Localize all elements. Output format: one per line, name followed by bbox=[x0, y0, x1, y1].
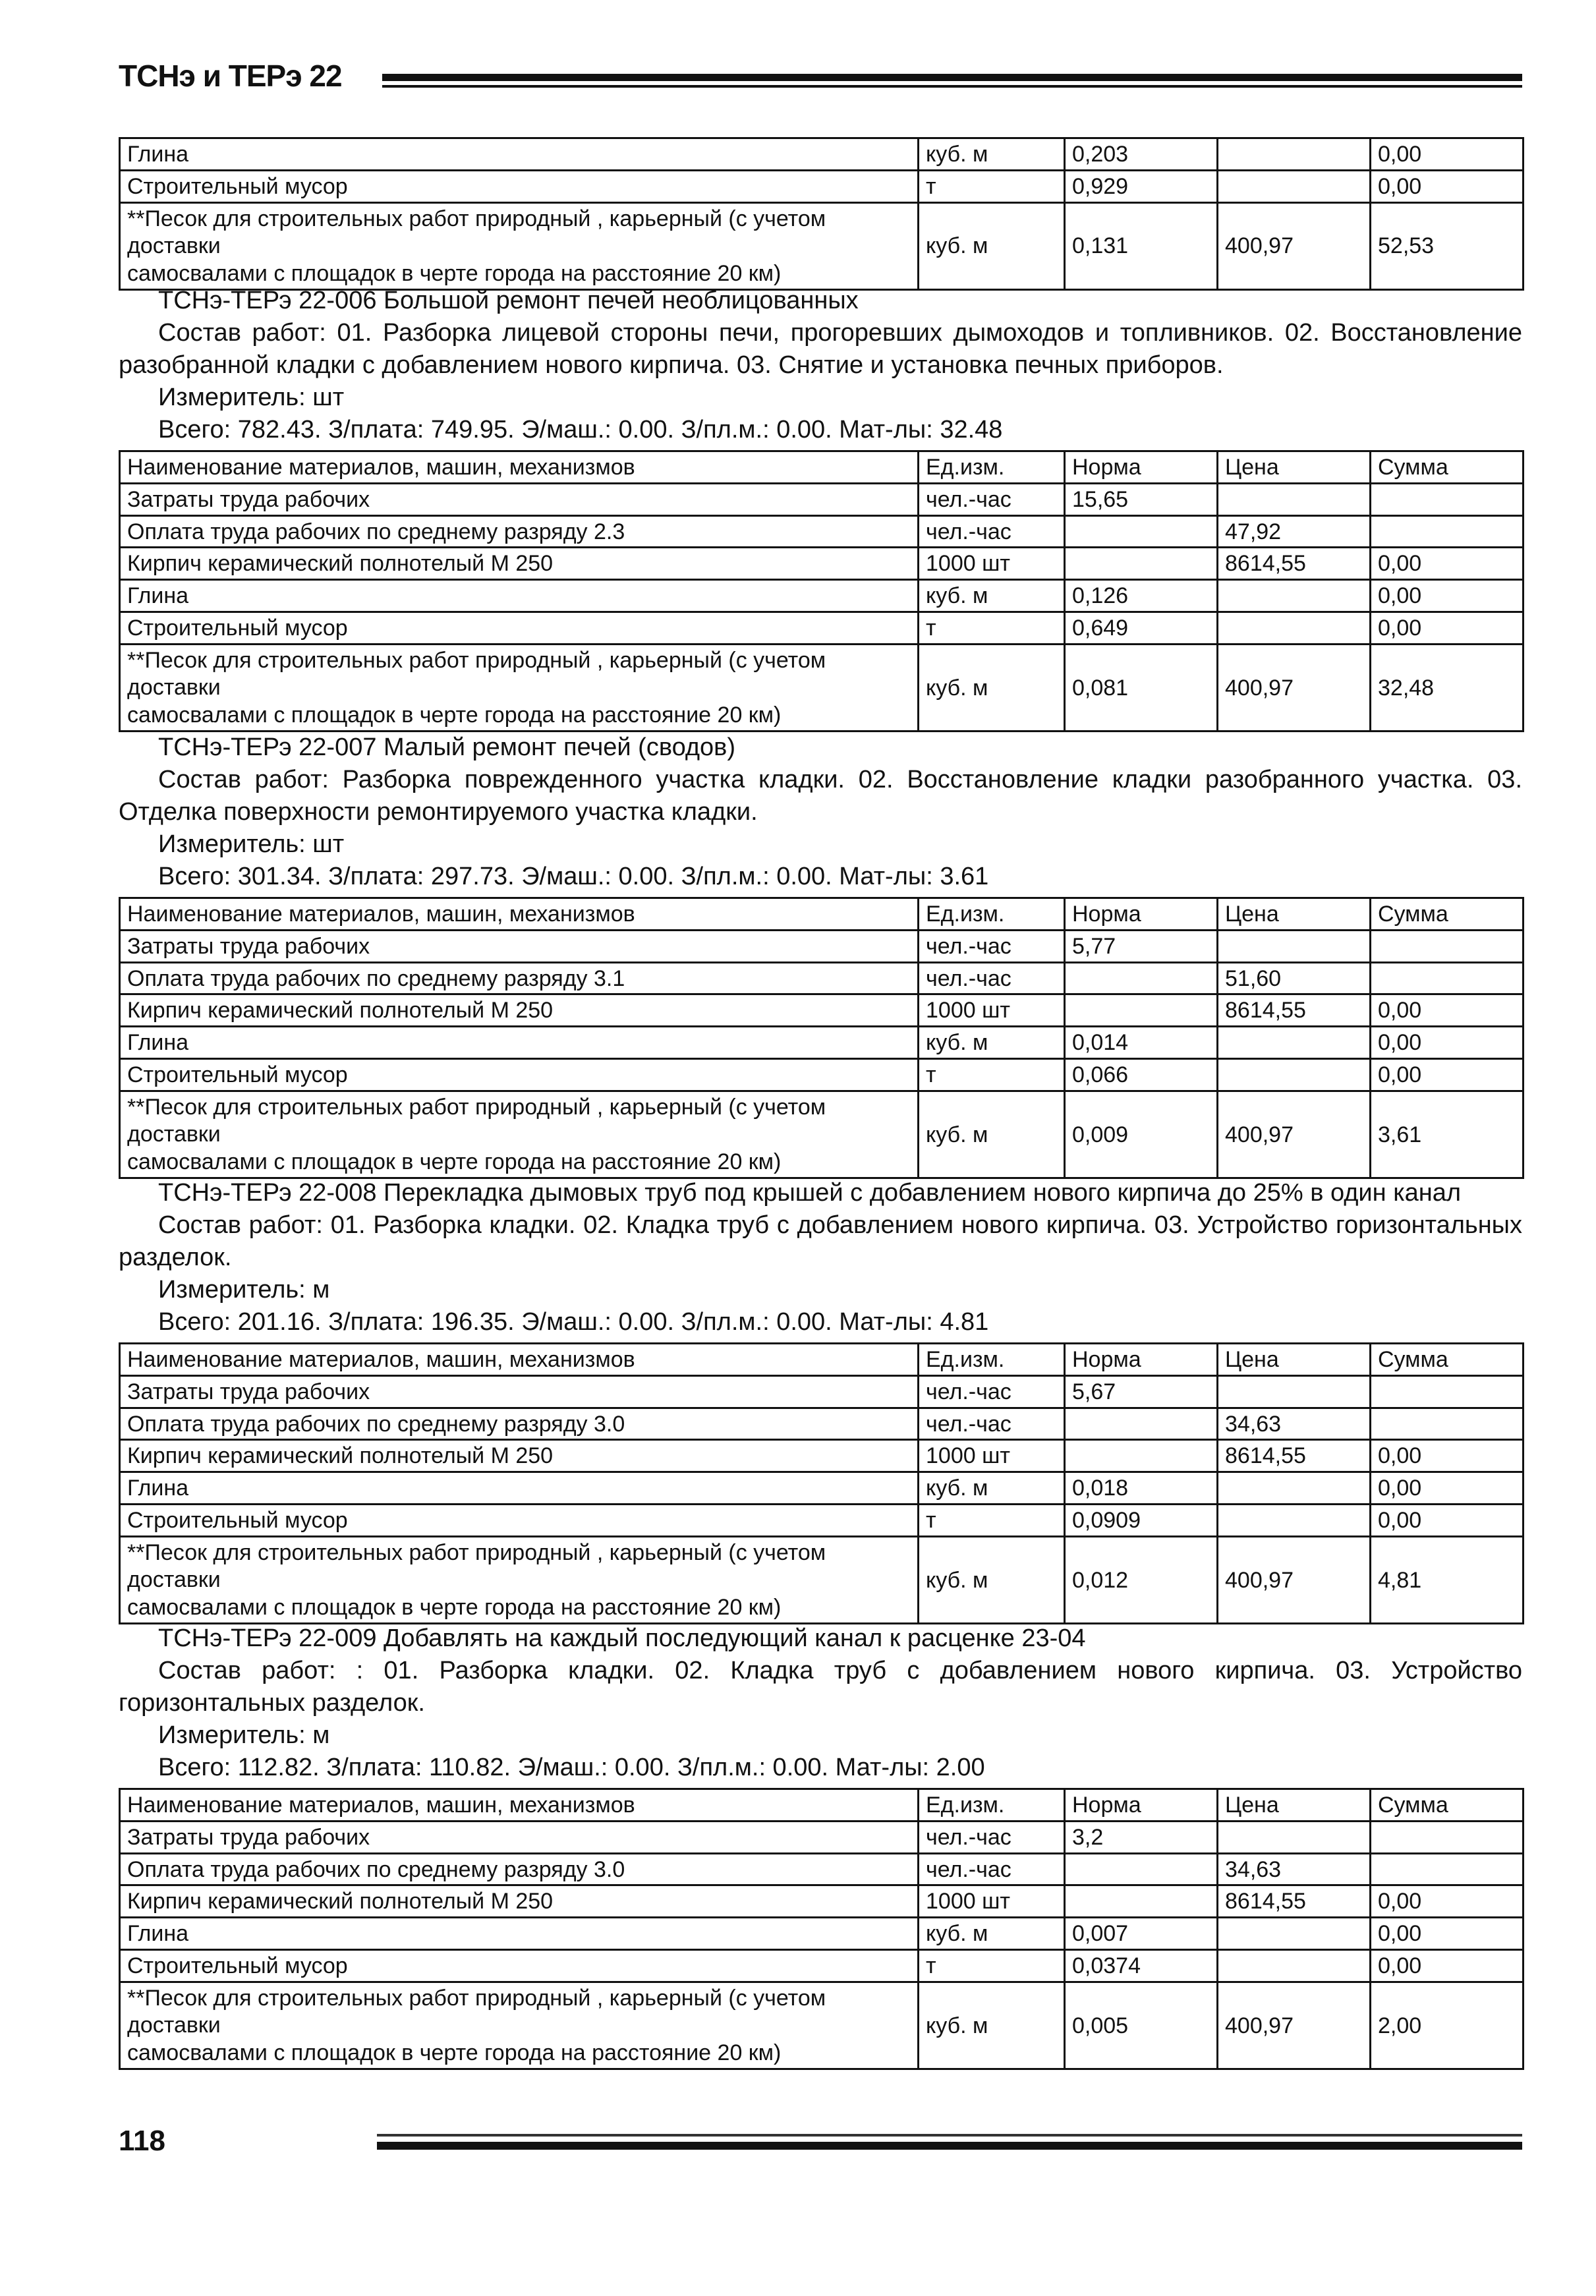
row-price bbox=[1218, 612, 1371, 644]
column-header-norm: Норма bbox=[1065, 451, 1218, 484]
row-price: 8614,55 bbox=[1218, 1885, 1371, 1918]
resource-table bbox=[119, 450, 1524, 732]
table-row bbox=[120, 1472, 1524, 1505]
row-price: 51,60 bbox=[1218, 962, 1371, 994]
section-22-006 bbox=[119, 285, 1522, 732]
table-row bbox=[120, 1821, 1524, 1853]
row-price: 8614,55 bbox=[1218, 1440, 1371, 1472]
row-norm: 0,009 bbox=[1065, 1091, 1218, 1178]
section-composition: Состав работ: : 01. Разборка кладки. 02. Кладка труб с добавлением нового кирпича. 03. Устройство горизонтальных разделок. bbox=[119, 1657, 1522, 1717]
section-composition: Состав работ: 01. Разборка кладки. 02. Кладка труб с добавлением нового кирпича. 03. Устройство горизонтальных разделок. bbox=[119, 1211, 1522, 1271]
section-22-008 bbox=[119, 1177, 1522, 1624]
row-unit: чел.-час bbox=[919, 1853, 1065, 1885]
row-unit: куб. м bbox=[919, 580, 1065, 612]
row-name: Затраты труда рабочих bbox=[120, 483, 919, 515]
section-composition: Состав работ: Разборка поврежденного участка кладки. 02. Восстановление кладки разобранного участка. 03. Отделка поверхности ремонтируемого участка кладки. bbox=[119, 766, 1522, 826]
table-row bbox=[120, 612, 1524, 644]
column-header-name: Наименование материалов, машин, механизмов bbox=[120, 898, 919, 931]
row-price: 400,97 bbox=[1218, 1536, 1371, 1623]
section-meter: Измеритель: м bbox=[158, 1276, 330, 1304]
table-row bbox=[120, 1504, 1524, 1536]
section-totals: Всего: 301.34. З/плата: 297.73. Э/маш.: 0.00. З/пл.м.: 0.00. Мат-лы: 3.61 bbox=[158, 863, 989, 890]
row-norm: 0,066 bbox=[1065, 1058, 1218, 1091]
table-header-row bbox=[120, 451, 1524, 484]
continued-table-block bbox=[119, 137, 1522, 291]
row-price: 34,63 bbox=[1218, 1853, 1371, 1885]
row-unit: куб. м bbox=[919, 1091, 1065, 1178]
table-row bbox=[120, 1440, 1524, 1472]
row-norm bbox=[1065, 1408, 1218, 1440]
row-norm: 0,131 bbox=[1065, 202, 1218, 289]
row-sum: 0,00 bbox=[1371, 170, 1524, 202]
row-price bbox=[1218, 580, 1371, 612]
column-header-name: Наименование материалов, машин, механизмов bbox=[120, 1789, 919, 1822]
section-meter: Измеритель: шт bbox=[158, 384, 345, 411]
table-row bbox=[120, 202, 1524, 289]
row-name: Затраты труда рабочих bbox=[120, 930, 919, 962]
table-row bbox=[120, 1918, 1524, 1950]
row-sum: 0,00 bbox=[1371, 1058, 1524, 1091]
row-norm bbox=[1065, 962, 1218, 994]
row-norm: 5,67 bbox=[1065, 1375, 1218, 1408]
section-meter: Измеритель: шт bbox=[158, 830, 345, 858]
row-unit: чел.-час bbox=[919, 483, 1065, 515]
row-price: 400,97 bbox=[1218, 644, 1371, 731]
row-sum bbox=[1371, 483, 1524, 515]
row-sum: 0,00 bbox=[1371, 138, 1524, 171]
row-unit: чел.-час bbox=[919, 1821, 1065, 1853]
row-name-line-2: самосвалами с площадок в черте города на расстояние 20 км) bbox=[127, 260, 782, 286]
resource-table bbox=[119, 1342, 1524, 1624]
column-header-sum: Сумма bbox=[1371, 451, 1524, 484]
row-unit: куб. м bbox=[919, 1918, 1065, 1950]
section-totals: Всего: 112.82. З/плата: 110.82. Э/маш.: 0.00. З/пл.м.: 0.00. Мат-лы: 2.00 bbox=[158, 1754, 985, 1781]
row-unit: т bbox=[919, 170, 1065, 202]
row-unit: чел.-час bbox=[919, 1375, 1065, 1408]
row-sum bbox=[1371, 515, 1524, 548]
table-row bbox=[120, 515, 1524, 548]
table-row bbox=[120, 644, 1524, 731]
table-row bbox=[120, 548, 1524, 580]
row-price: 400,97 bbox=[1218, 1982, 1371, 2069]
row-sum: 0,00 bbox=[1371, 994, 1524, 1027]
row-norm: 0,126 bbox=[1065, 580, 1218, 612]
row-price bbox=[1218, 1504, 1371, 1536]
table-row bbox=[120, 1027, 1524, 1059]
row-name: Затраты труда рабочих bbox=[120, 1821, 919, 1853]
table-header-row bbox=[120, 1344, 1524, 1376]
row-unit: чел.-час bbox=[919, 930, 1065, 962]
section-title: ТСНэ-ТЕРэ 22-007 Малый ремонт печей (сводов) bbox=[158, 733, 736, 761]
row-norm: 3,2 bbox=[1065, 1821, 1218, 1853]
column-header-norm: Норма bbox=[1065, 1789, 1218, 1822]
row-name: Кирпич керамический полнотелый М 250 bbox=[120, 548, 919, 580]
section-title: ТСНэ-ТЕРэ 22-009 Добавлять на каждый последующий канал к расценке 23-04 bbox=[158, 1624, 1086, 1652]
row-price bbox=[1218, 1375, 1371, 1408]
header-rule bbox=[382, 74, 1522, 91]
row-name-line-2: самосвалами с площадок в черте города на расстояние 20 км) bbox=[127, 1594, 782, 1620]
row-price: 8614,55 bbox=[1218, 548, 1371, 580]
row-norm bbox=[1065, 548, 1218, 580]
row-price bbox=[1218, 1472, 1371, 1505]
row-sum: 0,00 bbox=[1371, 1472, 1524, 1505]
section-composition: Состав работ: 01. Разборка лицевой стороны печи, прогоревших дымоходов и топливников. 02. Восстановление разобранной кладки с добавлением нового кирпича. 03. Снятие и установка печных приборов. bbox=[119, 319, 1522, 379]
row-price bbox=[1218, 1821, 1371, 1853]
section-title: ТСНэ-ТЕРэ 22-008 Перекладка дымовых труб под крышей с добавлением нового кирпича до 25% в один канал bbox=[158, 1179, 1462, 1207]
row-sum: 0,00 bbox=[1371, 580, 1524, 612]
row-name: Глина bbox=[120, 1027, 919, 1059]
row-price: 8614,55 bbox=[1218, 994, 1371, 1027]
row-name: Оплата труда рабочих по среднему разряду 2.3 bbox=[120, 515, 919, 548]
row-unit: 1000 шт bbox=[919, 994, 1065, 1027]
row-price bbox=[1218, 1949, 1371, 1982]
row-norm: 0,649 bbox=[1065, 612, 1218, 644]
row-sum: 0,00 bbox=[1371, 1949, 1524, 1982]
row-sum: 4,81 bbox=[1371, 1536, 1524, 1623]
row-unit: куб. м bbox=[919, 644, 1065, 731]
table-row bbox=[120, 1408, 1524, 1440]
row-price bbox=[1218, 1918, 1371, 1950]
row-unit: куб. м bbox=[919, 202, 1065, 289]
column-header-price: Цена bbox=[1218, 1344, 1371, 1376]
table-row bbox=[120, 580, 1524, 612]
row-norm: 0,081 bbox=[1065, 644, 1218, 731]
row-price bbox=[1218, 138, 1371, 171]
row-price bbox=[1218, 170, 1371, 202]
row-name: Глина bbox=[120, 138, 919, 171]
row-unit: т bbox=[919, 1949, 1065, 1982]
row-sum: 0,00 bbox=[1371, 1504, 1524, 1536]
column-header-norm: Норма bbox=[1065, 1344, 1218, 1376]
row-norm bbox=[1065, 1885, 1218, 1918]
row-name bbox=[120, 1982, 919, 2069]
resource-table bbox=[119, 1788, 1524, 2070]
table-row bbox=[120, 962, 1524, 994]
column-header-price: Цена bbox=[1218, 451, 1371, 484]
column-header-price: Цена bbox=[1218, 1789, 1371, 1822]
row-name: Глина bbox=[120, 1472, 919, 1505]
row-norm: 0,007 bbox=[1065, 1918, 1218, 1950]
row-norm: 0,0374 bbox=[1065, 1949, 1218, 1982]
row-unit: куб. м bbox=[919, 1536, 1065, 1623]
table-row bbox=[120, 1058, 1524, 1091]
row-unit: 1000 шт bbox=[919, 1885, 1065, 1918]
row-unit: 1000 шт bbox=[919, 1440, 1065, 1472]
row-norm: 0,0909 bbox=[1065, 1504, 1218, 1536]
continued-resource-table bbox=[119, 137, 1524, 291]
row-norm: 15,65 bbox=[1065, 483, 1218, 515]
section-meter: Измеритель: м bbox=[158, 1721, 330, 1749]
row-name-line-1: **Песок для строительных работ природный , карьерный (с учетом доставки bbox=[127, 647, 826, 701]
row-name bbox=[120, 1536, 919, 1623]
row-name-line-1: **Песок для строительных работ природный , карьерный (с учетом доставки bbox=[127, 1094, 826, 1147]
row-norm: 0,018 bbox=[1065, 1472, 1218, 1505]
column-header-sum: Сумма bbox=[1371, 1789, 1524, 1822]
row-unit: т bbox=[919, 1058, 1065, 1091]
row-name: Оплата труда рабочих по среднему разряду 3.0 bbox=[120, 1853, 919, 1885]
column-header-name: Наименование материалов, машин, механизмов bbox=[120, 1344, 919, 1376]
section-title: ТСНэ-ТЕРэ 22-006 Большой ремонт печей необлицованных bbox=[158, 287, 859, 314]
row-price bbox=[1218, 483, 1371, 515]
row-unit: куб. м bbox=[919, 1982, 1065, 2069]
row-sum bbox=[1371, 1821, 1524, 1853]
section-totals: Всего: 201.16. З/плата: 196.35. Э/маш.: 0.00. З/пл.м.: 0.00. Мат-лы: 4.81 bbox=[158, 1308, 989, 1336]
row-name-line-2: самосвалами с площадок в черте города на расстояние 20 км) bbox=[127, 2040, 782, 2065]
running-header-title: ТСНэ и ТЕРэ 22 bbox=[119, 59, 342, 93]
row-unit: куб. м bbox=[919, 1472, 1065, 1505]
row-unit: чел.-час bbox=[919, 1408, 1065, 1440]
row-name bbox=[120, 644, 919, 731]
row-unit: т bbox=[919, 1504, 1065, 1536]
column-header-norm: Норма bbox=[1065, 898, 1218, 931]
row-sum: 0,00 bbox=[1371, 548, 1524, 580]
row-name: Глина bbox=[120, 1918, 919, 1950]
row-norm: 0,005 bbox=[1065, 1982, 1218, 2069]
row-norm: 0,203 bbox=[1065, 138, 1218, 171]
row-name: Глина bbox=[120, 580, 919, 612]
row-name: Строительный мусор bbox=[120, 1058, 919, 1091]
table-header-row bbox=[120, 898, 1524, 931]
row-price bbox=[1218, 1027, 1371, 1059]
row-name: Кирпич керамический полнотелый М 250 bbox=[120, 994, 919, 1027]
row-sum: 0,00 bbox=[1371, 1885, 1524, 1918]
row-sum: 2,00 bbox=[1371, 1982, 1524, 2069]
column-header-unit: Ед.изм. bbox=[919, 451, 1065, 484]
table-row bbox=[120, 1091, 1524, 1178]
row-name: Строительный мусор bbox=[120, 1504, 919, 1536]
row-sum: 52,53 bbox=[1371, 202, 1524, 289]
table-row bbox=[120, 1885, 1524, 1918]
row-sum: 3,61 bbox=[1371, 1091, 1524, 1178]
row-unit: 1000 шт bbox=[919, 548, 1065, 580]
row-name: Оплата труда рабочих по среднему разряду 3.0 bbox=[120, 1408, 919, 1440]
row-sum bbox=[1371, 962, 1524, 994]
row-price: 400,97 bbox=[1218, 1091, 1371, 1178]
row-price: 400,97 bbox=[1218, 202, 1371, 289]
row-sum bbox=[1371, 930, 1524, 962]
row-unit: куб. м bbox=[919, 138, 1065, 171]
row-unit: чел.-час bbox=[919, 962, 1065, 994]
table-row bbox=[120, 138, 1524, 171]
row-name-line-1: **Песок для строительных работ природный , карьерный (с учетом доставки bbox=[127, 1985, 826, 2038]
row-price bbox=[1218, 930, 1371, 962]
footer-rule bbox=[377, 2134, 1522, 2154]
table-row bbox=[120, 1949, 1524, 1982]
row-sum bbox=[1371, 1408, 1524, 1440]
row-sum: 0,00 bbox=[1371, 1027, 1524, 1059]
row-name-line-2: самосвалами с площадок в черте города на расстояние 20 км) bbox=[127, 1149, 782, 1174]
row-norm: 0,929 bbox=[1065, 170, 1218, 202]
resource-table bbox=[119, 897, 1524, 1179]
row-price bbox=[1218, 1058, 1371, 1091]
row-norm: 5,77 bbox=[1065, 930, 1218, 962]
section-22-009 bbox=[119, 1622, 1522, 2070]
row-name: Кирпич керамический полнотелый М 250 bbox=[120, 1885, 919, 1918]
row-name bbox=[120, 1091, 919, 1178]
row-norm bbox=[1065, 1440, 1218, 1472]
row-name-line-1: **Песок для строительных работ природный , карьерный (с учетом доставки bbox=[127, 1539, 826, 1593]
column-header-sum: Сумма bbox=[1371, 898, 1524, 931]
row-sum bbox=[1371, 1853, 1524, 1885]
table-row bbox=[120, 1536, 1524, 1623]
row-name-line-1: **Песок для строительных работ природный , карьерный (с учетом доставки bbox=[127, 206, 826, 259]
table-row bbox=[120, 483, 1524, 515]
column-header-unit: Ед.изм. bbox=[919, 1344, 1065, 1376]
row-unit: куб. м bbox=[919, 1027, 1065, 1059]
row-name: Кирпич керамический полнотелый М 250 bbox=[120, 1440, 919, 1472]
row-sum: 0,00 bbox=[1371, 612, 1524, 644]
column-header-unit: Ед.изм. bbox=[919, 898, 1065, 931]
row-sum bbox=[1371, 1375, 1524, 1408]
row-name: Оплата труда рабочих по среднему разряду 3.1 bbox=[120, 962, 919, 994]
table-row bbox=[120, 930, 1524, 962]
page-number: 118 bbox=[119, 2125, 165, 2157]
row-norm bbox=[1065, 515, 1218, 548]
table-row bbox=[120, 1982, 1524, 2069]
row-sum: 0,00 bbox=[1371, 1440, 1524, 1472]
row-norm: 0,014 bbox=[1065, 1027, 1218, 1059]
column-header-price: Цена bbox=[1218, 898, 1371, 931]
column-header-unit: Ед.изм. bbox=[919, 1789, 1065, 1822]
row-sum: 32,48 bbox=[1371, 644, 1524, 731]
row-norm bbox=[1065, 994, 1218, 1027]
table-header-row bbox=[120, 1789, 1524, 1822]
table-row bbox=[120, 1375, 1524, 1408]
row-norm: 0,012 bbox=[1065, 1536, 1218, 1623]
table-row bbox=[120, 1853, 1524, 1885]
row-unit: т bbox=[919, 612, 1065, 644]
column-header-sum: Сумма bbox=[1371, 1344, 1524, 1376]
row-name-line-2: самосвалами с площадок в черте города на расстояние 20 км) bbox=[127, 702, 782, 728]
table-row bbox=[120, 170, 1524, 202]
row-price: 34,63 bbox=[1218, 1408, 1371, 1440]
table-row bbox=[120, 994, 1524, 1027]
row-price: 47,92 bbox=[1218, 515, 1371, 548]
column-header-name: Наименование материалов, машин, механизмов bbox=[120, 451, 919, 484]
row-name: Строительный мусор bbox=[120, 170, 919, 202]
row-unit: чел.-час bbox=[919, 515, 1065, 548]
row-name: Строительный мусор bbox=[120, 612, 919, 644]
row-name: Затраты труда рабочих bbox=[120, 1375, 919, 1408]
section-totals: Всего: 782.43. З/плата: 749.95. Э/маш.: 0.00. З/пл.м.: 0.00. Мат-лы: 32.48 bbox=[158, 416, 1003, 444]
row-name: Строительный мусор bbox=[120, 1949, 919, 1982]
section-22-007 bbox=[119, 732, 1522, 1179]
row-name bbox=[120, 202, 919, 289]
row-norm bbox=[1065, 1853, 1218, 1885]
row-sum: 0,00 bbox=[1371, 1918, 1524, 1950]
